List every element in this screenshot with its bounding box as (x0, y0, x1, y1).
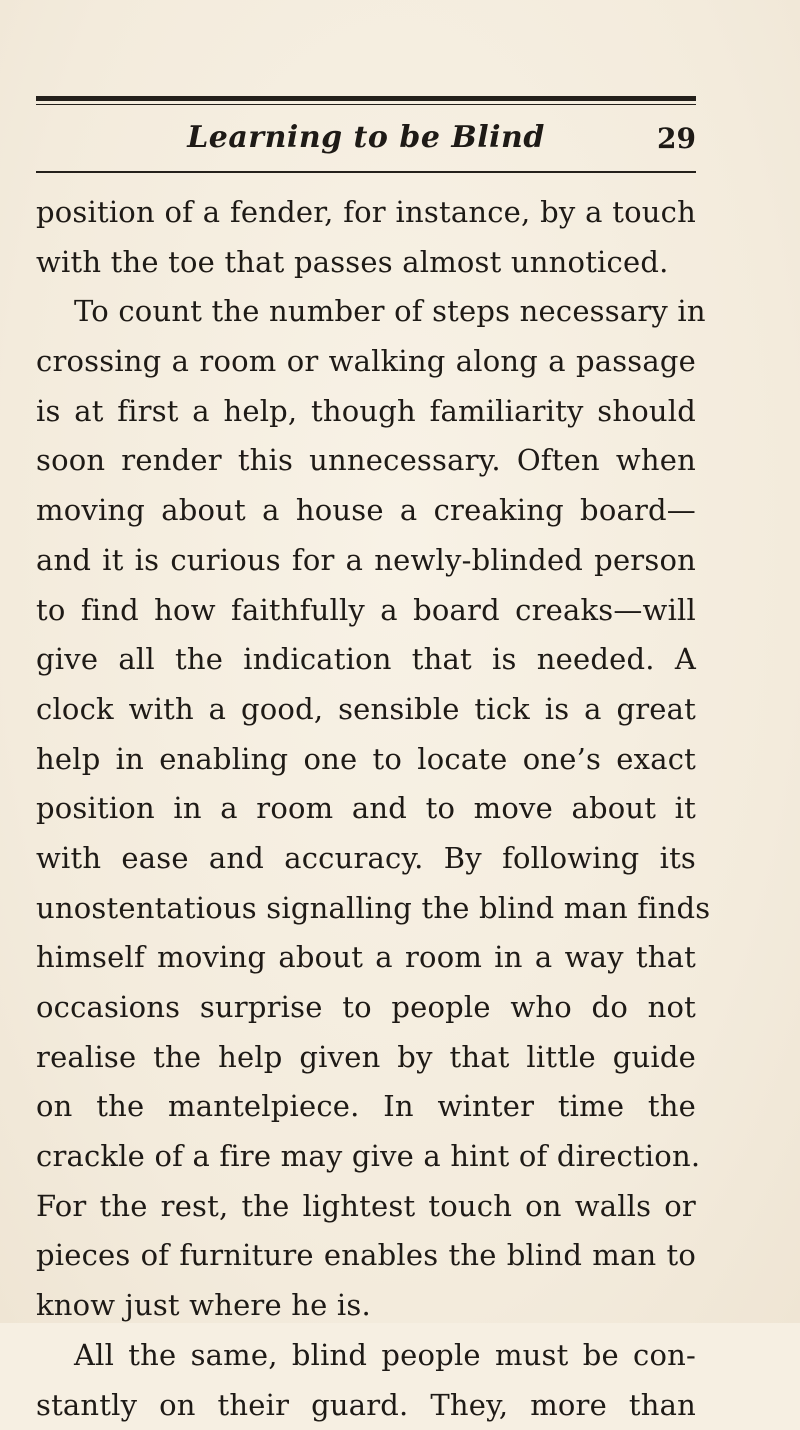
text-line: give all the indication that is needed. A (36, 635, 696, 685)
text-line: with the toe that passes almost unnoticed. (36, 238, 696, 288)
text-line: realise the help given by that little guide (36, 1033, 696, 1083)
page-number: 29 (657, 122, 696, 155)
text-line: and it is curious for a newly-blinded person (36, 536, 696, 586)
text-line: unostentatious signalling the blind man finds (36, 884, 696, 934)
text-line: stantly on their guard. They, more than (36, 1381, 696, 1430)
text-line: crossing a room or walking along a passage (36, 337, 696, 387)
text-line: To count the number of steps necessary in (36, 287, 696, 337)
text-line: is at first a help, though familiarity should (36, 387, 696, 437)
text-line: crackle of a fire may give a hint of direction. (36, 1132, 696, 1182)
text-line: know just where he is. (36, 1281, 696, 1331)
running-title: Learning to be Blind (36, 120, 696, 155)
header-rule-thin (36, 104, 696, 105)
text-line: position of a fender, for instance, by a touch (36, 188, 696, 238)
body-text (36, 188, 696, 1430)
text-line: soon render this unnecessary. Often when (36, 436, 696, 486)
text-line: All the same, blind people must be con- (36, 1331, 696, 1381)
header-rule-bottom (36, 171, 696, 173)
header-rule-thick (36, 96, 696, 101)
text-line: For the rest, the lightest touch on walls or (36, 1182, 696, 1232)
text-line: himself moving about a room in a way that (36, 933, 696, 983)
text-line: help in enabling one to locate one’s exact (36, 735, 696, 785)
text-line: on the mantelpiece. In winter time the (36, 1082, 696, 1132)
text-line: with ease and accuracy. By following its (36, 834, 696, 884)
text-line: occasions surprise to people who do not (36, 983, 696, 1033)
text-line: to find how faithfully a board creaks—will (36, 586, 696, 636)
running-head (36, 112, 696, 164)
text-line: moving about a house a creaking board— (36, 486, 696, 536)
text-line: pieces of furniture enables the blind man to (36, 1231, 696, 1281)
text-line: position in a room and to move about it (36, 784, 696, 834)
text-line: clock with a good, sensible tick is a great (36, 685, 696, 735)
